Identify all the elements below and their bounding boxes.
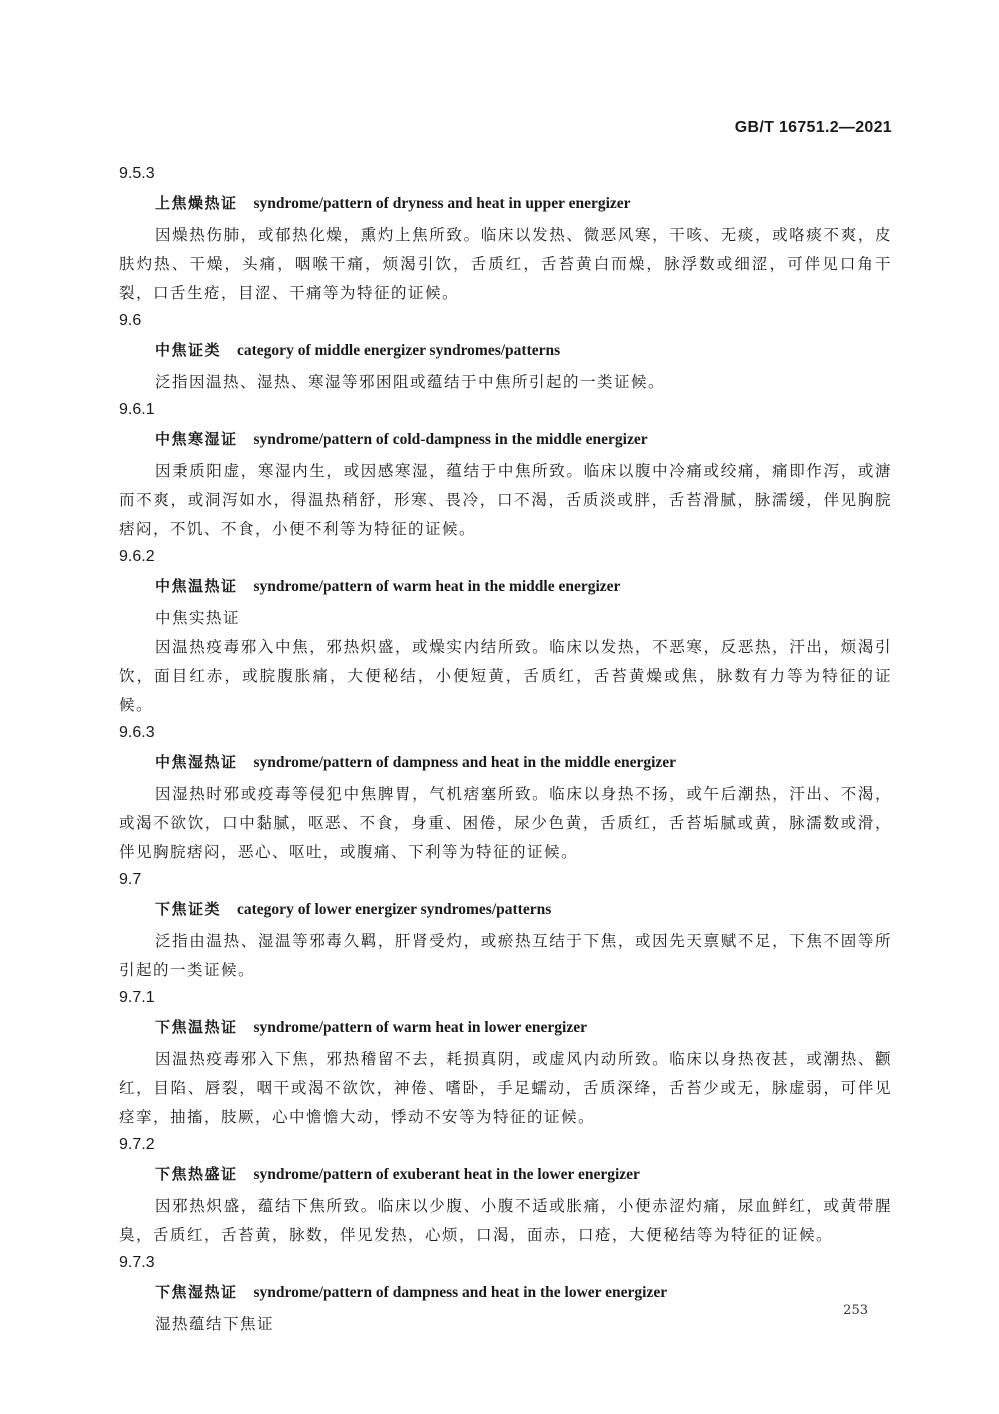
entry-9-7-2 [119, 1134, 892, 1250]
entry-9-5-3 [119, 163, 892, 308]
term-chinese: 上焦燥热证 [155, 194, 238, 212]
definition: 因秉质阳虚，寒湿内生，或因感寒湿，蕴结于中焦所致。临床以腹中冷痛或绞痛，痛即作泻，或溏而不爽，或洞泻如水，得温热稍舒，形寒、畏冷，口不渴，舌质淡或胖，舌苔滑腻，脉濡缓，伴见胸脘痞闷，不饥、不食，小便不利等为特征的证候。 [119, 462, 892, 538]
definition: 因邪热炽盛，蕴结下焦所致。临床以少腹、小腹不适或胀痛，小便赤涩灼痛，尿血鲜红，或黄带腥臭，舌质红，舌苔黄，脉数，伴见发热，心烦，口渴，面赤，口疮，大便秘结等为特征的证候。 [119, 1197, 892, 1244]
entry-9-7-3 [119, 1252, 892, 1339]
entry-9-6 [119, 310, 892, 397]
entry-number: 9.7.2 [119, 1136, 155, 1153]
term-line [119, 575, 892, 597]
term-english: syndrome/pattern of dampness and heat in the lower energizer [253, 1284, 668, 1301]
entry-number: 9.5.3 [119, 165, 155, 182]
term-chinese: 中焦温热证 [155, 577, 238, 595]
term-chinese: 下焦证类 [155, 900, 222, 918]
definition: 因温热疫毒邪入中焦，邪热炽盛，或燥实内结所致。临床以发热，不恶寒，反恶热，汗出，烦渴引饮，面目红赤，或脘腹胀痛，大便秘结，小便短黄，舌质红，舌苔黄燥或焦，脉数有力等为特征的证候。 [119, 638, 892, 714]
term-line [119, 751, 892, 773]
content-body [119, 163, 892, 1339]
term-chinese: 下焦热盛证 [155, 1165, 238, 1183]
term-english: syndrome/pattern of warm heat in the middle energizer [253, 578, 621, 595]
term-chinese: 下焦湿热证 [155, 1283, 238, 1301]
entry-9-6-3 [119, 722, 892, 867]
definition: 泛指因温热、湿热、寒湿等邪困阻或蕴结于中焦所引起的一类证候。 [155, 373, 666, 391]
term-chinese: 中焦湿热证 [155, 753, 238, 771]
definition: 因湿热时邪或疫毒等侵犯中焦脾胃，气机痞塞所致。临床以身热不扬，或午后潮热，汗出、不渴，或渴不欲饮，口中黏腻，呕恶、不食，身重、困倦，尿少色黄，舌质红，舌苔垢腻或黄，脉濡数或滑，伴见胸脘痞闷，恶心、呕吐，或腹痛、下利等为特征的证候。 [119, 785, 892, 861]
term-line [119, 898, 892, 920]
term-chinese: 中焦寒湿证 [155, 430, 238, 448]
definition: 泛指由温热、湿温等邪毒久羁，肝肾受灼，或瘀热互结于下焦，或因先天禀赋不足，下焦不固等所引起的一类证候。 [119, 932, 892, 979]
term-english: syndrome/pattern of warm heat in lower energizer [253, 1019, 587, 1036]
entry-9-6-2 [119, 546, 892, 720]
term-chinese: 中焦证类 [155, 341, 222, 359]
term-english: category of middle energizer syndromes/patterns [237, 342, 561, 359]
entry-number: 9.6.2 [119, 548, 155, 565]
definition: 因温热疫毒邪入下焦，邪热稽留不去，耗损真阴，或虚风内动所致。临床以身热夜甚，或潮热、颧红，目陷、唇裂，咽干或渴不欲饮，神倦、嗜卧，手足蠕动，舌质深绛，舌苔少或无，脉虚弱，可伴见痉挛，抽搐，肢厥，心中憺憺大动，悸动不安等为特征的证候。 [119, 1050, 892, 1126]
entry-number: 9.6.3 [119, 724, 155, 741]
term-english: syndrome/pattern of cold-dampness in the middle energizer [253, 431, 648, 448]
entry-number: 9.7.3 [119, 1254, 155, 1271]
term-line [119, 1163, 892, 1185]
term-line [119, 192, 892, 214]
term-english: syndrome/pattern of dampness and heat in the middle energizer [253, 754, 677, 771]
entry-9-6-1 [119, 399, 892, 544]
synonym: 湿热蕴结下焦证 [155, 1315, 275, 1333]
term-line [119, 1016, 892, 1038]
definition: 因燥热伤肺，或郁热化燥，熏灼上焦所致。临床以发热、微恶风寒，干咳、无痰，或咯痰不爽，皮肤灼热、干燥，头痛，咽喉干痛，烦渴引饮，舌质红，舌苔黄白而燥，脉浮数或细涩，可伴见口角干裂，口舌生疮，目涩、干痛等为特征的证候。 [119, 226, 892, 302]
entry-number: 9.7 [119, 871, 142, 888]
term-line [119, 428, 892, 450]
term-line [119, 1281, 892, 1303]
term-english: syndrome/pattern of dryness and heat in upper energizer [253, 195, 631, 212]
term-english: syndrome/pattern of exuberant heat in the lower energizer [253, 1166, 640, 1183]
term-line [119, 339, 892, 361]
entry-number: 9.6.1 [119, 401, 155, 418]
synonym: 中焦实热证 [155, 609, 241, 627]
term-chinese: 下焦温热证 [155, 1018, 238, 1036]
entry-9-7 [119, 869, 892, 985]
entry-9-7-1 [119, 987, 892, 1132]
entry-number: 9.6 [119, 312, 142, 329]
term-english: category of lower energizer syndromes/patterns [237, 901, 552, 918]
entry-number: 9.7.1 [119, 989, 155, 1006]
standard-code: GB/T 16751.2—2021 [734, 119, 892, 136]
page-number: 253 [843, 1303, 868, 1318]
